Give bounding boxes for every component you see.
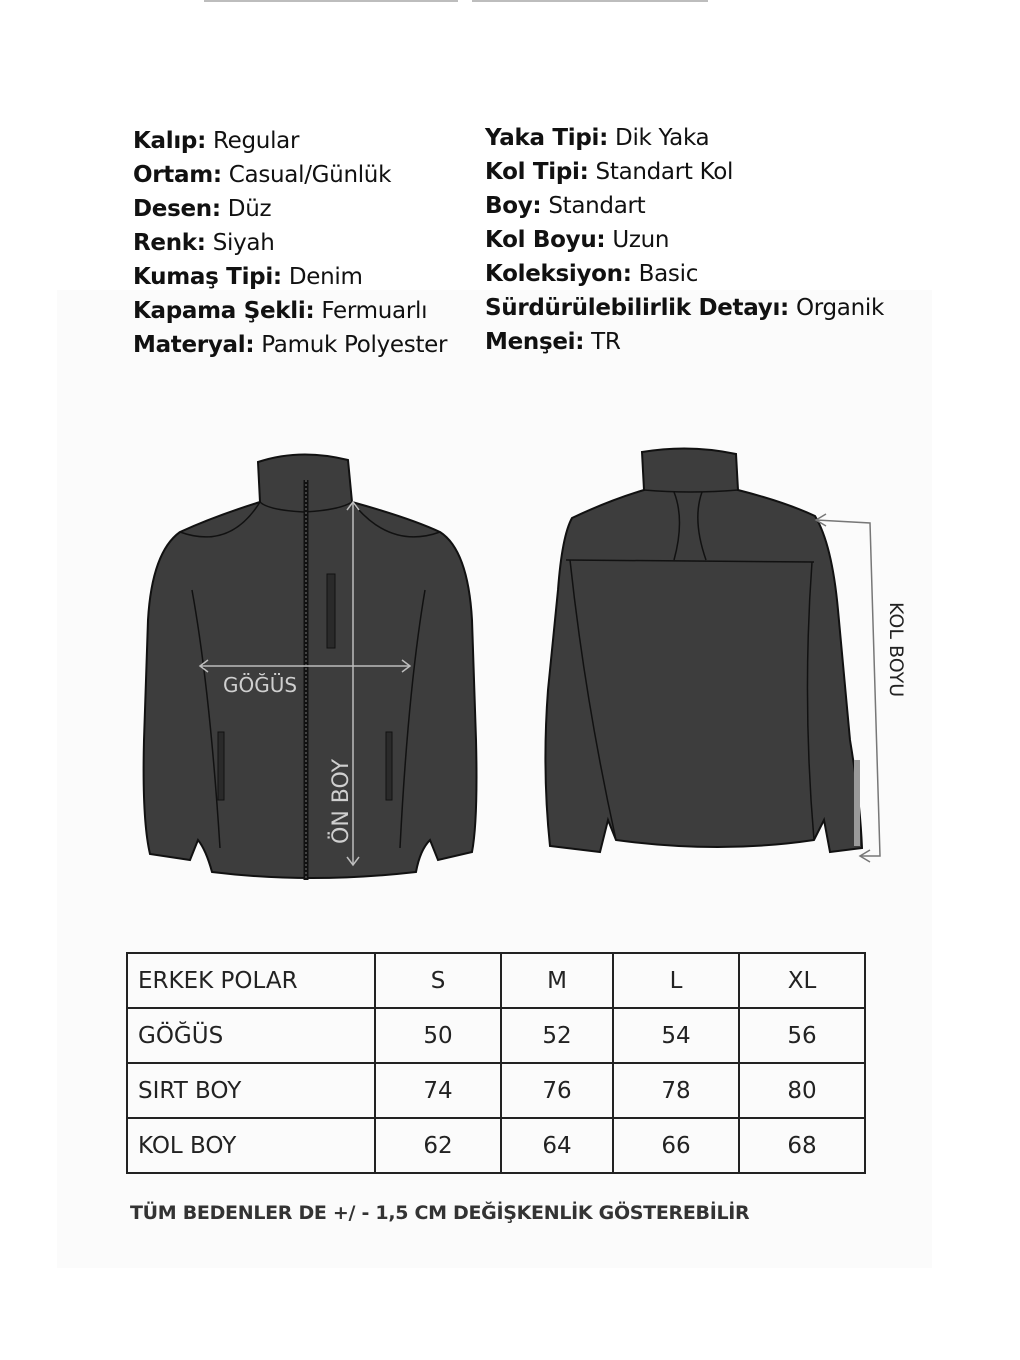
attribute-row: Desen: Düz — [133, 196, 272, 222]
table-cell: 74 — [375, 1063, 501, 1118]
attribute-row: Kalıp: Regular — [133, 128, 300, 154]
attributes-right — [485, 121, 884, 359]
top-divider-left — [204, 0, 458, 2]
table-cell: 50 — [375, 1008, 501, 1063]
table-cell: 66 — [613, 1118, 739, 1173]
front-jacket-illustration — [120, 440, 500, 890]
table-cell: 64 — [501, 1118, 613, 1173]
table-header-cell: ERKEK POLAR — [127, 953, 375, 1008]
attributes-left — [133, 124, 447, 362]
table-cell: 62 — [375, 1118, 501, 1173]
table-cell: 78 — [613, 1063, 739, 1118]
attribute-row: Menşei: TR — [485, 329, 621, 355]
size-table — [126, 952, 866, 1174]
table-row-label: GÖĞÜS — [127, 1008, 375, 1063]
front-length-label: ÖN BOY — [329, 758, 354, 844]
attribute-row: Kol Boyu: Uzun — [485, 227, 670, 253]
attribute-row: Kapama Şekli: Fermuarlı — [133, 298, 428, 324]
table-cell: 80 — [739, 1063, 865, 1118]
table-row — [127, 1008, 865, 1063]
attribute-row: Ortam: Casual/Günlük — [133, 162, 392, 188]
table-cell: 56 — [739, 1008, 865, 1063]
attribute-row: Kumaş Tipi: Denim — [133, 264, 363, 290]
table-row-label: SIRT BOY — [127, 1063, 375, 1118]
attribute-row: Renk: Siyah — [133, 230, 275, 256]
table-header-cell: L — [613, 953, 739, 1008]
table-header-cell: S — [375, 953, 501, 1008]
table-header-row — [127, 953, 865, 1008]
table-row — [127, 1063, 865, 1118]
sleeve-length-label: KOL BOYU — [885, 602, 907, 698]
table-cell: 52 — [501, 1008, 613, 1063]
attribute-row: Kol Tipi: Standart Kol — [485, 159, 734, 185]
back-jacket-illustration — [540, 440, 940, 880]
table-row — [127, 1118, 865, 1173]
attribute-row: Materyal: Pamuk Polyester — [133, 332, 448, 358]
attribute-row: Boy: Standart — [485, 193, 646, 219]
top-divider-right — [472, 0, 708, 2]
table-cell: 68 — [739, 1118, 865, 1173]
attribute-row: Yaka Tipi: Dik Yaka — [485, 125, 710, 151]
table-header-cell: XL — [739, 953, 865, 1008]
table-row-label: KOL BOY — [127, 1118, 375, 1173]
table-cell: 76 — [501, 1063, 613, 1118]
table-cell: 54 — [613, 1008, 739, 1063]
size-variance-note: TÜM BEDENLER DE +/ - 1,5 CM DEĞİŞKENLİK GÖSTEREBİLİR — [130, 1202, 750, 1224]
table-header-cell: M — [501, 953, 613, 1008]
attribute-row: Koleksiyon: Basic — [485, 261, 699, 287]
chest-label: GÖĞÜS — [223, 673, 298, 697]
attribute-row: Sürdürülebilirlik Detayı: Organik — [485, 295, 884, 321]
